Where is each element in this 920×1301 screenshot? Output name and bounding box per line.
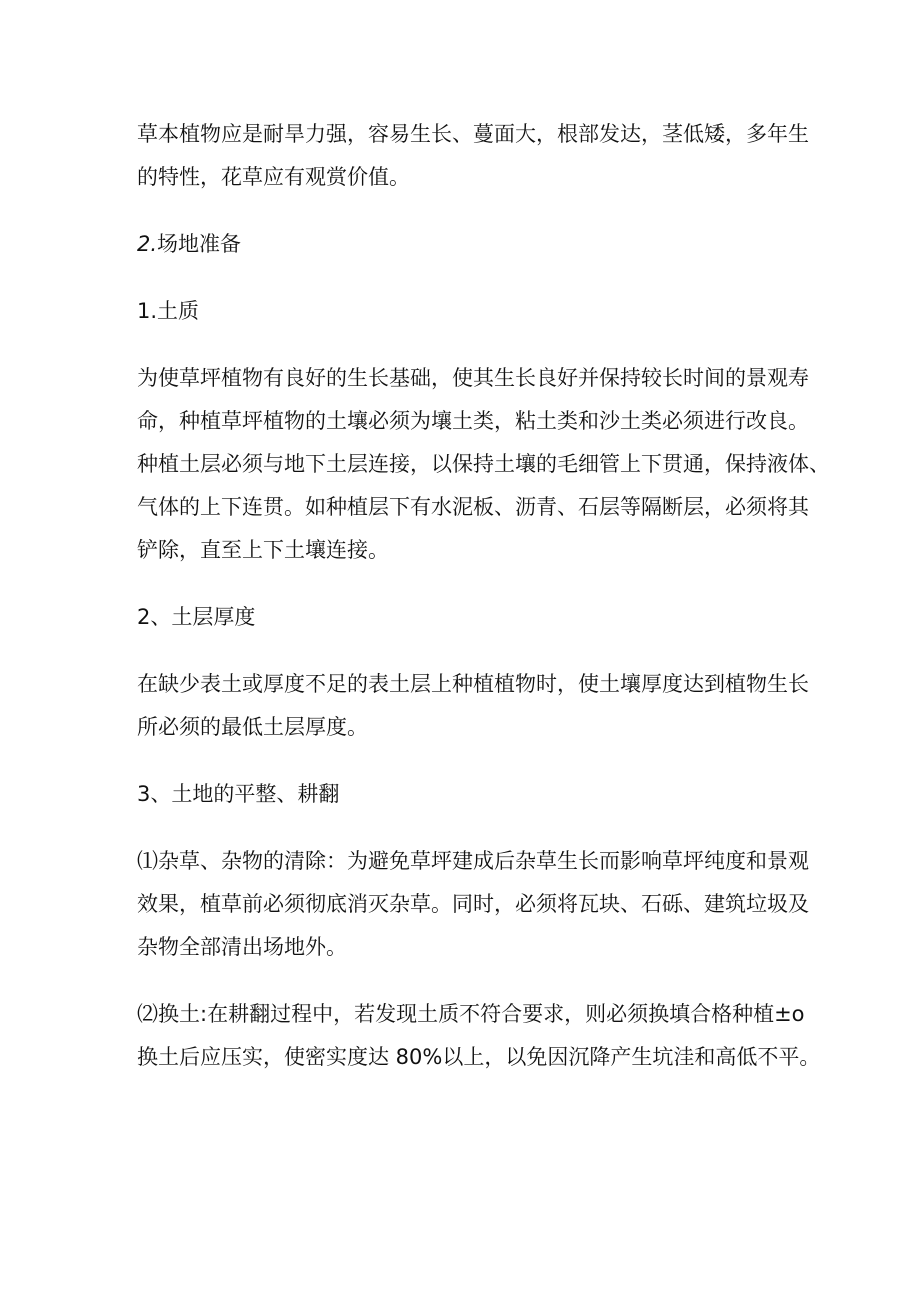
text-line: 杂物全部清出场地外。 <box>137 935 347 959</box>
document-body <box>137 113 830 1103</box>
paragraph-thickness <box>137 663 809 749</box>
text-line: 铲除，直至上下土壤连接。 <box>137 538 389 562</box>
heading-site-prep <box>137 223 797 266</box>
paragraph-soil <box>137 357 830 572</box>
paragraph-plant-traits <box>137 113 809 199</box>
text-line: ⑵换土:在耕翻过程中，若发现土质不符合要求，则必须换填合格种植±o <box>137 1002 805 1026</box>
heading-line: 1.土质 <box>137 299 200 323</box>
heading-line: 3、土地的平整、耕翻 <box>137 782 340 806</box>
text-line: 草本植物应是耐旱力强，容易生长、蔓面大，根部发达，茎低矮，多年生 <box>137 122 809 146</box>
paragraph-weeding <box>137 840 809 969</box>
heading-text: 场地准备 <box>157 232 242 256</box>
heading-soil <box>137 290 797 333</box>
heading-leveling <box>137 773 797 816</box>
text-line: 命，种植草坪植物的土壤必须为壤土类，粘土类和沙土类必须进行改良。 <box>137 409 809 433</box>
text-line: 换土后应压实，使密实度达 80%以上，以免因沉降产生坑洼和高低不平。 <box>137 1045 821 1069</box>
text-line: 气体的上下连贯。如种植层下有水泥板、沥青、石层等隔断层，必须将其 <box>137 495 809 519</box>
paragraph-soil-replace <box>137 993 821 1079</box>
heading-number: 2. <box>137 232 158 256</box>
text-line: 种植土层必须与地下土层连接，以保持土壤的毛细管上下贯通，保持液体、 <box>137 452 830 476</box>
text-line: 效果，植草前必须彻底消灭杂草。同时，必须将瓦块、石砾、建筑垃圾及 <box>137 892 809 916</box>
heading-line: 2、土层厚度 <box>137 605 256 629</box>
text-line: 所必须的最低土层厚度。 <box>137 715 368 739</box>
text-line: 为使草坪植物有良好的生长基础，使其生长良好并保持较长时间的景观寿 <box>137 366 809 390</box>
text-line: ⑴杂草、杂物的清除：为避免草坪建成后杂草生长而影响草坪纯度和景观 <box>137 849 809 873</box>
heading-line <box>137 223 797 266</box>
text-line: 的特性，花草应有观赏价值。 <box>137 165 410 189</box>
text-line: 在缺少表土或厚度不足的表土层上种植植物时，使土壤厚度达到植物生长 <box>137 672 809 696</box>
heading-thickness <box>137 596 797 639</box>
